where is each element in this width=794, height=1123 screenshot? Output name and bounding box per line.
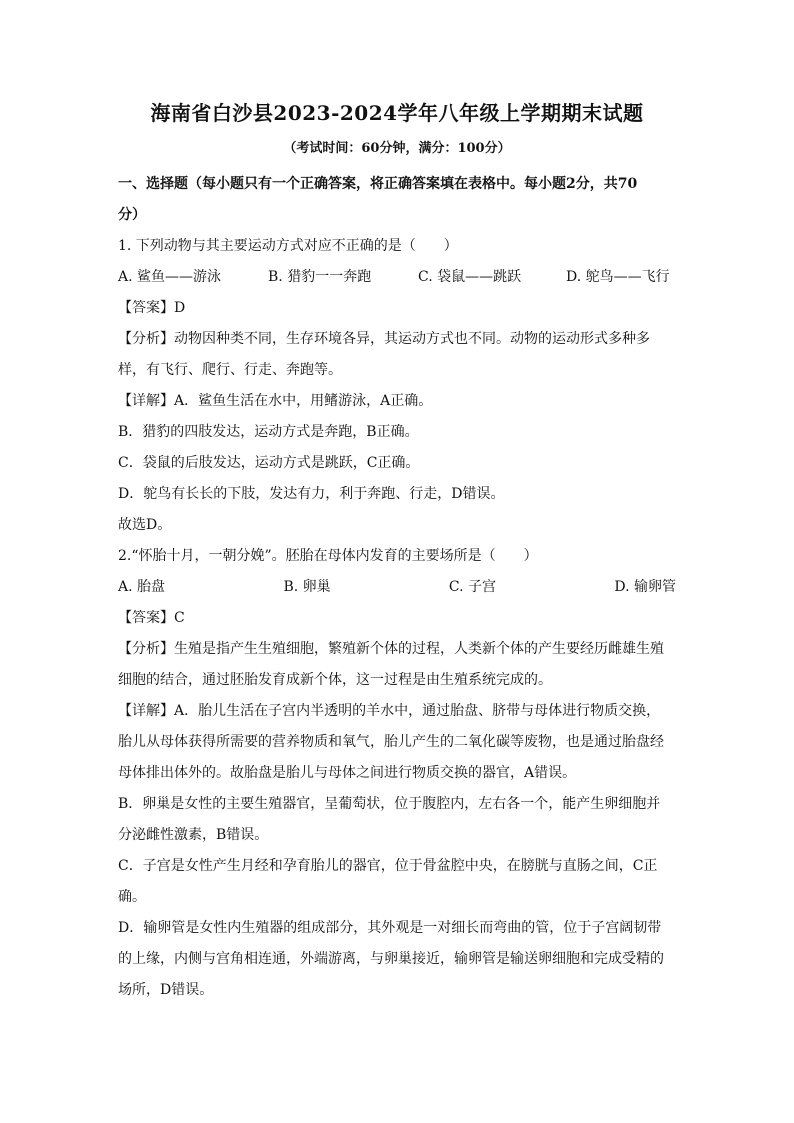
q2-detail-a-line2: 胎儿从母体获得所需要的营养物质和氧气，胎儿产生的二氧化碳等废物，也是通过胎盘经 xyxy=(118,734,664,750)
q2-detail-d-line1: D．输卵管是女性内生殖器的组成部分，其外观是一对细长而弯曲的管，位于子宫阔韧带 xyxy=(118,920,662,936)
q2-detail-a-line1: 【详解】A．胎儿生活在子宫内半透明的羊水中，通过胎盘、脐带与母体进行物质交换， xyxy=(118,703,661,719)
q1-answer: 【答案】D xyxy=(118,300,186,316)
q2-option-b: B. 卵巢 xyxy=(283,579,331,595)
q1-detail-a: 【详解】A．鲨鱼生活在水中，用鳍游泳，A正确。 xyxy=(118,393,433,409)
q1-option-d: D. 鸵鸟——飞行 xyxy=(566,269,670,285)
q2-option-a: A. 胎盘 xyxy=(118,579,166,595)
q2-detail-d-line3: 场所，D错误。 xyxy=(118,982,214,998)
q1-option-c: C. 袋鼠——跳跃 xyxy=(418,269,522,285)
q1-detail-d: D．鸵鸟有长长的下肢，发达有力，利于奔跑、行走，D错误。 xyxy=(118,486,505,502)
q2-detail-d-line2: 的上缘，内侧与宫角相连通，外端游离，与卵巢接近，输卵管是输送卵细胞和完成受精的 xyxy=(118,951,664,967)
q2-option-c: C. 子宫 xyxy=(448,579,497,595)
section-heading-line1: 一、选择题（每小题只有一个正确答案，将正确答案填在表格中。每小题2分，共70 xyxy=(118,176,638,192)
q2-option-d: D. 输卵管 xyxy=(614,579,676,595)
q1-detail-c: C．袋鼠的后肢发达，运动方式是跳跃，C正确。 xyxy=(118,455,420,471)
q1-option-b: B. 猎豹一一奔跑 xyxy=(268,269,372,285)
q1-stem: 1. 下列动物与其主要运动方式对应不正确的是（ ） xyxy=(118,238,458,254)
q1-option-a: A. 鲨鱼——游泳 xyxy=(118,269,222,285)
q2-detail-b-line1: B．卵巢是女性的主要生殖器官，呈葡萄状，位于腹腔内，左右各一个，能产生卵细胞并 xyxy=(118,796,661,812)
q1-conclusion: 故选D。 xyxy=(118,517,172,533)
q1-detail-b: B．猎豹的四肢发达，运动方式是奔跑，B正确。 xyxy=(118,424,419,440)
section-heading-line2: 分） xyxy=(118,207,146,223)
q2-detail-c-line2: 确。 xyxy=(118,889,146,905)
q1-analysis-line1: 【分析】动物因种类不同，生存环境各异，其运动方式也不同。动物的运动形式多种多 xyxy=(118,331,650,347)
q2-detail-b-line2: 分泌雌性激素，B错误。 xyxy=(118,827,269,843)
q2-stem: 2.“怀胎十月，一朝分娩”。胚胎在母体内发育的主要场所是（ ） xyxy=(118,548,538,564)
q2-detail-c-line1: C．子宫是女性产生月经和孕育胎儿的器官，位于骨盆腔中央，在膀胱与直肠之间，C正 xyxy=(118,858,658,874)
q1-options xyxy=(118,262,676,293)
q1-analysis-line2: 样，有飞行、爬行、行走、奔跑等。 xyxy=(118,362,342,378)
q2-analysis-line1: 【分析】生殖是指产生生殖细胞，繁殖新个体的过程，人类新个体的产生要经历雌雄生殖 xyxy=(118,641,664,657)
q2-detail-a-line3: 母体排出体外的。故胎盘是胎儿与母体之间进行物质交换的器官，A错误。 xyxy=(118,765,577,781)
exam-subtitle: （考试时间：60分钟，满分：100分） xyxy=(283,141,511,156)
q2-answer: 【答案】C xyxy=(118,610,185,626)
q2-analysis-line2: 细胞的结合，通过胚胎发育成新个体，这一过程是由生殖系统完成的。 xyxy=(118,672,552,688)
q2-options xyxy=(118,572,676,603)
exam-title: 海南省白沙县2023-2024学年八年级上学期期末试题 xyxy=(150,101,644,125)
